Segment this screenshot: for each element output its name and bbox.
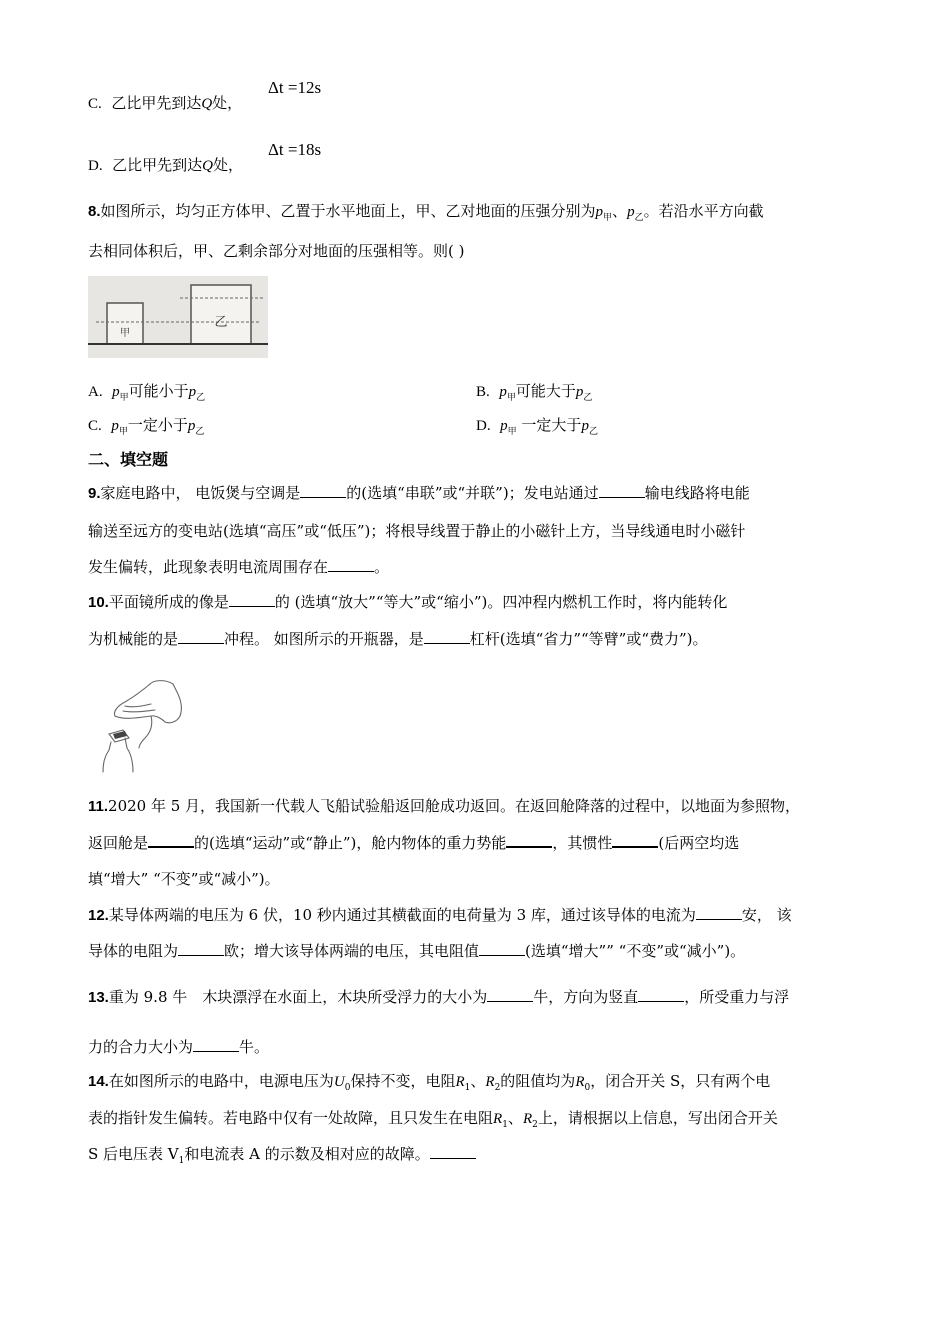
q13-blank-1[interactable]: [487, 1001, 533, 1002]
cube-jia-label: 甲: [120, 328, 130, 339]
q9-blank-1[interactable]: [300, 497, 346, 498]
opener-handle: [139, 716, 152, 748]
q9-line2: 输送至远方的变电站(选填“高压”或“低压”)；将根导线置于静止的小磁针上方，当导线通电时小磁针: [88, 522, 746, 540]
section-fill-in-title: 二、填空题: [88, 450, 169, 469]
q14-line1: 14.在如图所示的电路中，电源电压为$U_0$保持不变，电阻$R_1$、$R_2$的阻值均为$R_0$，闭合开关 S，只有两个电: [88, 1072, 771, 1093]
q8-option-a: A. $p_甲$可能小于$p_乙$: [88, 382, 206, 403]
q9-line1: 9.家庭电路中， 电饭煲与空调是 的(选填“串联”或“并联”)；发电站通过 输电线路将电能: [88, 484, 750, 502]
finger-crease-2: [123, 710, 155, 712]
q11-line2: 返回舱是 的(选填“运动”或“静止”)，舱内物体的重力势能 ，其惯性 (后两空均选: [88, 834, 740, 852]
finger-crease-1: [125, 704, 151, 707]
q8-cubes-diagram: [88, 276, 268, 358]
q8-option-b: B. $p_甲$可能大于$p_乙$: [476, 382, 593, 403]
q8-stem-line1: 8.如图所示，均匀正方体甲、乙置于水平地面上，甲、乙对地面的压强分别为$p_甲$、$p_乙$。若沿水平方向截: [88, 202, 764, 223]
q7-option-c: C. 乙比甲先到达Q处，: [88, 94, 243, 112]
q9-line3: 发生偏转，此现象表明电流周围存在 。: [88, 558, 390, 576]
q13-line2: 力的合力大小为 牛。: [88, 1038, 270, 1056]
q12-blank-1[interactable]: [696, 919, 742, 920]
q14-line2: 表的指针发生偏转。若电路中仅有一处故障，且只发生在电阻$R_1$、$R_2$上，请根据以上信息，写出闭合开关: [88, 1109, 778, 1130]
q7-option-c-formula: Δt =12s: [268, 78, 322, 97]
hand-fingers: [115, 716, 165, 722]
bottle-left: [103, 742, 111, 772]
q10-line2: 为机械能的是 冲程。 如图所示的开瓶器，是 杠杆(选填“省力”“等臂”或“费力”)。: [88, 630, 708, 648]
q12-blank-3[interactable]: [479, 955, 525, 956]
q8-option-c: C. $p_甲$一定小于$p_乙$: [88, 416, 205, 437]
q9-blank-3[interactable]: [328, 571, 374, 572]
q12-line2: 导体的电阻为 欧；增大该导体两端的电压，其电阻值 (选填“增大”” “不变”或“减小”)。: [88, 942, 746, 960]
q12-line1: 12.某导体两端的电压为 6 伏，10 秒内通过其横截面的电荷量为 3 库，通过该导体的电流为 安， 该: [88, 906, 792, 924]
q13-line1: 13.重为 9.8 牛 木块漂浮在水面上，木块所受浮力的大小为 牛，方向为竖直 ，所受重力与浮: [88, 988, 790, 1006]
bottle-opener-figure: [95, 676, 195, 774]
q11-line1: 11.2020 年 5 月，我国新一代载人飞船试验船返回舱成功返回。在返回舱降落的过程中，以地面为参照物，: [88, 797, 801, 815]
q7-option-d-formula: Δt =18s: [268, 140, 322, 159]
q10-blank-1[interactable]: [229, 606, 275, 607]
q10-line1: 10.平面镜所成的像是 的 (选填“放大”“等大”或“缩小”)。四冲程内燃机工作时，将内能转化: [88, 593, 728, 611]
q11-blank-3[interactable]: [612, 846, 658, 848]
q14-line3: S 后电压表 $V_1$和电流表 A 的示数及相对应的故障。: [88, 1143, 476, 1166]
q7-option-d: D. 乙比甲先到达Q处，: [88, 156, 244, 174]
q11-line3: 填“增大” “不变”或“减小”)。: [88, 870, 280, 888]
q9-blank-2[interactable]: [599, 497, 645, 498]
q12-blank-2[interactable]: [178, 955, 224, 956]
bottle-opener-sketch: [95, 676, 195, 774]
q13-blank-2[interactable]: [638, 1001, 684, 1002]
q8-stem-line2: 去相同体积后，甲、乙剩余部分对地面的压强相等。则( ): [88, 242, 465, 260]
q11-blank-2[interactable]: [506, 846, 552, 848]
q10-blank-3[interactable]: [424, 643, 470, 644]
q8-option-d: D. $p_甲$ 一定大于$p_乙$: [476, 416, 598, 437]
q13-blank-3[interactable]: [193, 1051, 239, 1052]
q14-blank-1[interactable]: [430, 1158, 476, 1159]
q10-blank-2[interactable]: [178, 643, 224, 644]
cube-yi-label: 乙: [214, 315, 228, 330]
q8-cubes-figure: [88, 276, 268, 358]
bottle-right: [125, 738, 133, 772]
q11-blank-1[interactable]: [148, 846, 194, 848]
